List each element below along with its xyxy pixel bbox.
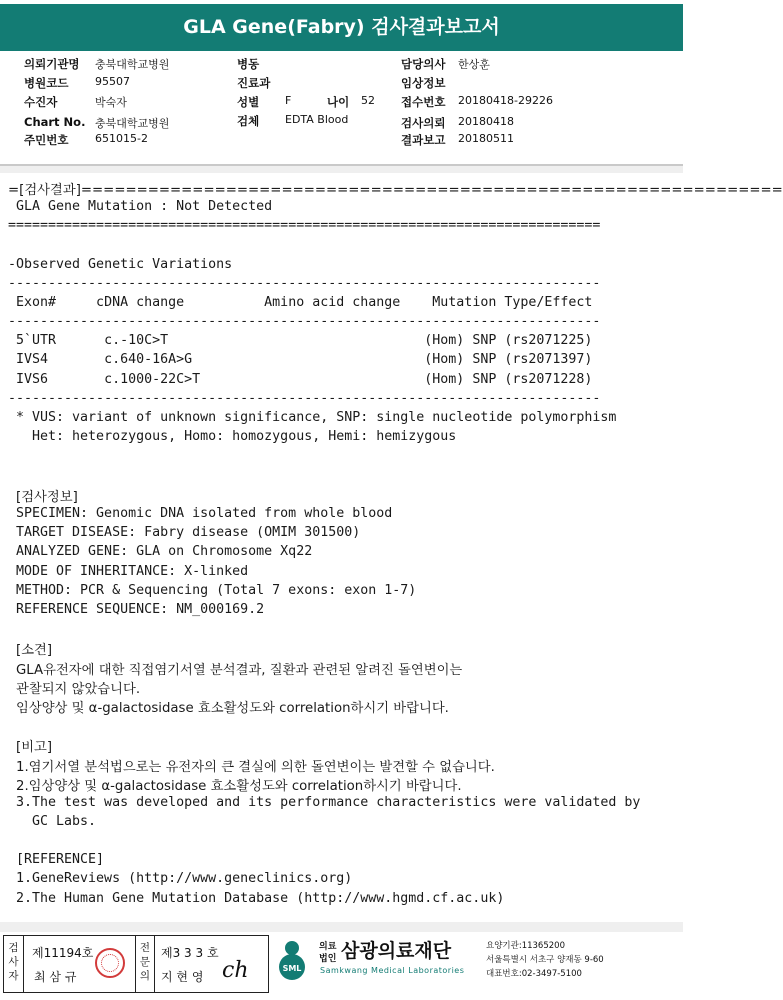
header-row-patient: [24, 94, 127, 110]
header-label: 임상정보: [401, 76, 446, 90]
header-row-sex: [237, 94, 292, 110]
header-value: 20180418: [458, 115, 514, 128]
variant-row: IVS6 c.1000-22C>T (Hom) SNP (rs2071228): [8, 372, 593, 387]
reference-line: 1.GeneReviews (http://www.geneclinics.org): [16, 871, 353, 886]
header-label: 의뢰기관명: [24, 57, 80, 71]
doctor-vertical-text: 전문의: [139, 942, 151, 982]
header-value: EDTA Blood: [285, 113, 349, 126]
org-address: 서울특별시 서초구 양재동 9-60: [486, 955, 604, 965]
header-value: 52: [361, 94, 375, 107]
header-row-resident-no: [24, 132, 148, 148]
header-value: 20180511: [458, 132, 514, 145]
header-value: 한상훈: [458, 58, 490, 71]
header-label: 접수번호: [401, 95, 446, 109]
header-label: 담당의사: [401, 57, 446, 71]
doctor-name: 지 현 영: [161, 970, 204, 984]
org-name: 삼광의료재단: [341, 940, 452, 962]
header-label: 진료과: [237, 76, 271, 90]
header-row-institution: [24, 56, 170, 72]
sml-logo-icon: [271, 938, 311, 982]
remarks-line: 3.The test was developed and its performance characteristics were validated by: [16, 795, 641, 810]
variant-row: IVS4 c.640-16A>G (Hom) SNP (rs2071397): [8, 352, 593, 367]
variant-row: 5`UTR c.-10C>T (Hom) SNP (rs2071225): [8, 333, 593, 348]
header-label: Chart No.: [24, 115, 86, 129]
institution-code: 요양기관:11365200: [486, 941, 565, 951]
org-prefix-2: 법인: [319, 954, 337, 964]
report-title: GLA Gene(Fabry) 검사결과보고서: [0, 4, 683, 51]
header-value: 충북대학교병원: [95, 117, 170, 130]
test-info-line: SPECIMEN: Genomic DNA isolated from whole blood: [16, 506, 393, 521]
header-label: 병원코드: [24, 76, 69, 90]
patient-info-header: [0, 51, 683, 166]
header-row-ward: [237, 56, 259, 72]
header-value: F: [285, 94, 292, 107]
header-label: 병동: [237, 57, 260, 71]
test-info-line: METHOD: PCR & Sequencing (Total 7 exons: exon 1-7): [16, 583, 417, 598]
footnote: * VUS: variant of unknown significance, SNP: single nucleotide polymorphism: [8, 410, 617, 425]
header-row-accession-no: [401, 94, 553, 110]
doctor-license-no: 제3 3 3 호: [161, 946, 219, 960]
opinion-line: 관찰되지 않았습니다.: [16, 682, 141, 697]
header-row-hospital-code: [24, 75, 130, 91]
footer-separator: [0, 922, 683, 932]
observed-variations-heading: -Observed Genetic Variations: [8, 257, 233, 272]
doctor-vertical-label: [135, 936, 155, 992]
signature-box: [3, 935, 269, 993]
reference-line: 2.The Human Gene Mutation Database (http://www.hgmd.cf.ac.uk): [16, 891, 505, 906]
test-info-line: ANALYZED GENE: GLA on Chromosome Xq22: [16, 544, 313, 559]
tester-vertical-label: [4, 936, 24, 992]
reference-heading: [REFERENCE]: [16, 852, 105, 867]
opinion-line: GLA유전자에 대한 직접염기서열 분석결과, 질환과 관련된 알려진 돌연변이는: [16, 663, 463, 678]
header-row-report-date: [401, 132, 514, 148]
tester-name: 최 삼 규: [34, 970, 77, 984]
tester-license-no: 제11194호: [32, 946, 94, 960]
header-value: 20180418-29226: [458, 94, 553, 107]
logo-text: SML: [282, 964, 302, 973]
org-english-name: Samkwang Medical Laboratories: [320, 966, 465, 975]
org-prefix-1: 의료: [319, 942, 337, 952]
result-summary: GLA Gene Mutation : Not Detected: [8, 199, 273, 214]
separator-line: --------------------------------------------------------------------------: [8, 314, 601, 329]
header-label: 주민번호: [24, 133, 69, 147]
header-row-age: [327, 94, 375, 110]
header-row-chart-no: [24, 115, 170, 130]
separator-line: ==========================================================================: [8, 218, 601, 233]
opinion-heading: [소견]: [16, 643, 53, 658]
header-row-clinical-info: [401, 75, 445, 91]
result-section-header: =[검사결과]===============================================================: [8, 183, 783, 198]
remarks-line: GC Labs.: [16, 814, 97, 829]
header-row-department: [237, 75, 270, 91]
test-info-line: MODE OF INHERITANCE: X-linked: [16, 564, 249, 579]
separator-line: --------------------------------------------------------------------------: [8, 391, 601, 406]
header-value: 충북대학교병원: [95, 58, 170, 71]
header-label: 검체: [237, 114, 260, 128]
report-footer: [0, 932, 683, 1000]
doctor-signature: ch: [222, 958, 249, 983]
header-label: 수진자: [24, 95, 58, 109]
opinion-line: 임상양상 및 α-galactosidase 효소활성도와 correlation하시기 바랍니다.: [16, 701, 449, 716]
header-separator: [0, 166, 683, 173]
header-row-specimen: [237, 113, 349, 129]
header-value: 651015-2: [95, 132, 148, 145]
header-label: 나이: [327, 95, 350, 109]
header-label: 성별: [237, 95, 260, 109]
remarks-heading: [비고]: [16, 740, 53, 755]
header-label: 검사의뢰: [401, 116, 446, 130]
org-phone: 대표번호:02-3497-5100: [486, 969, 582, 979]
footnote: Het: heterozygous, Homo: homozygous, Hemi: hemizygous: [8, 429, 457, 444]
separator-line: --------------------------------------------------------------------------: [8, 276, 601, 291]
report-body: [0, 173, 783, 923]
tester-vertical-text: 검사자: [8, 942, 19, 982]
test-info-line: TARGET DISEASE: Fabry disease (OMIM 301500): [16, 525, 361, 540]
header-row-physician: [401, 56, 490, 72]
header-value: 박숙자: [95, 96, 127, 109]
header-row-request-date: [401, 115, 514, 131]
remarks-line: 1.염기서열 분석법으로는 유전자의 큰 결실에 의한 돌연변이는 발견할 수 없습니다.: [16, 760, 495, 775]
remarks-line: 2.임상양상 및 α-galactosidase 효소활성도와 correlation하시기 바랍니다.: [16, 779, 462, 794]
test-info-line: REFERENCE SEQUENCE: NM_000169.2: [16, 602, 265, 617]
header-value: 95507: [95, 75, 130, 88]
test-info-heading: [검사정보]: [16, 490, 78, 505]
variant-table-header: Exon# cDNA change Amino acid change Mutation Type/Effect: [8, 295, 593, 310]
seal-stamp-inner-icon: [101, 954, 119, 972]
header-label: 결과보고: [401, 133, 446, 147]
